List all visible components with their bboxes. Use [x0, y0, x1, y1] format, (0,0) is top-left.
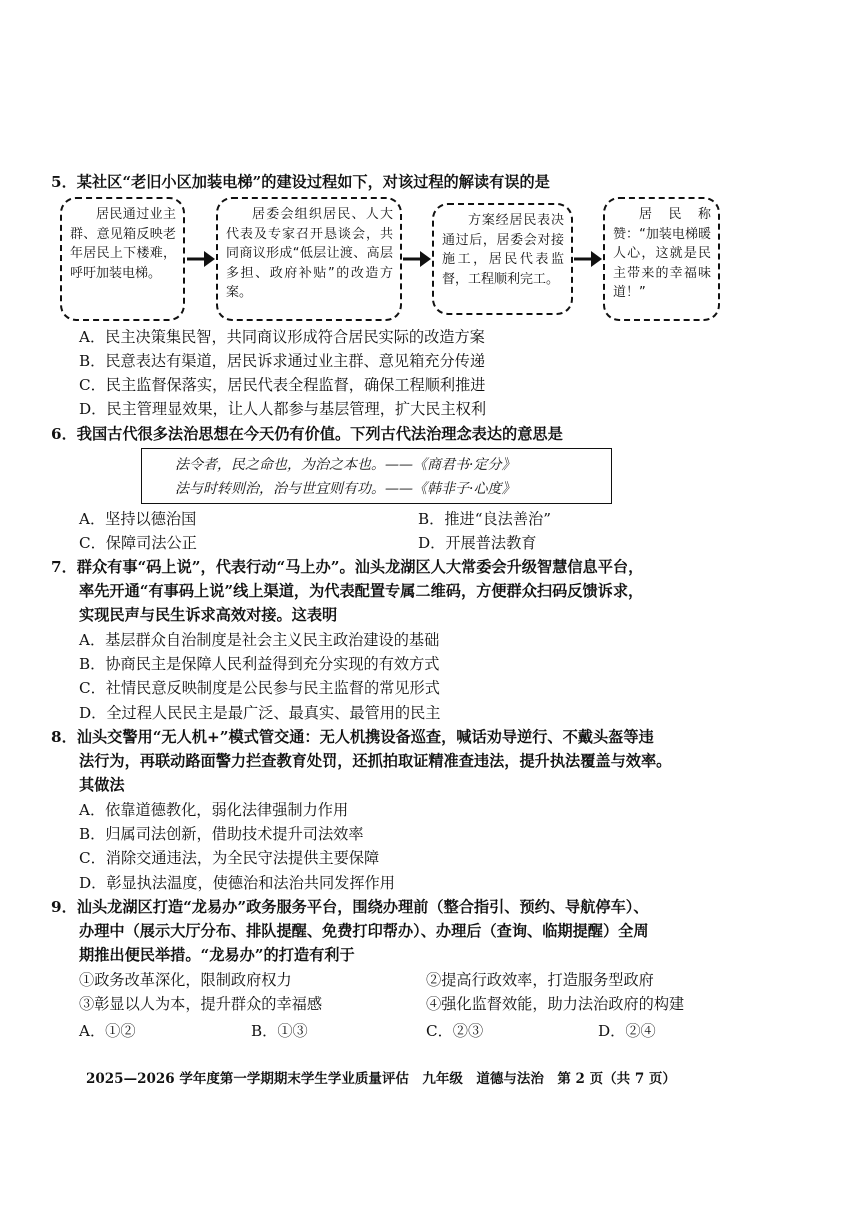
q9-statement-3: ③彰显以人为本，提升群众的幸福感 [79, 995, 322, 1013]
q7-option-a: A．基层群众自治制度是社会主义民主政治建设的基础 [79, 631, 440, 649]
q5-option-c: C．民主监督保落实，居民代表全程监督，确保工程顺利推进 [79, 376, 486, 394]
q8-option-c: C．消除交通违法，为全民守法提供主要保障 [79, 849, 380, 867]
flow-step-1 [60, 197, 185, 321]
q9-option-c: C．②③ [426, 1022, 484, 1040]
q7-stem-line-3: 实现民声与民生诉求高效对接。这表明 [79, 606, 338, 624]
flow-step-2 [216, 197, 402, 321]
q6-option-c: C．保障司法公正 [79, 534, 197, 552]
q5-option-a: A．民主决策集民智，共同商议形成符合居民实际的改造方案 [79, 328, 485, 346]
q9-statement-1: ①政务改革深化，限制政府权力 [79, 971, 292, 989]
q8-option-b: B．归属司法创新，借助技术提升司法效率 [79, 825, 364, 843]
quote-line-2: 法与时转则治，治与世宜则有功。——《韩非子·心度》 [175, 481, 516, 497]
q8-option-a: A．依靠道德教化，弱化法律强制力作用 [79, 801, 349, 819]
q9-option-b: B．①③ [251, 1022, 308, 1040]
q9-option-d: D．②④ [598, 1022, 656, 1040]
q7-option-c: C．社情民意反映制度是公民参与民主监督的常见形式 [79, 679, 440, 697]
q9-option-a: A．①② [79, 1022, 136, 1040]
q8-stem-line-2: 法行为，再联动路面警力拦查教育处罚，还抓拍取证精准查违法，提升执法覆盖与效率。 [79, 752, 672, 770]
q5-option-d: D．民主管理显效果，让人人都参与基层管理，扩大民主权利 [79, 400, 487, 418]
q6-option-d: D．开展普法教育 [418, 534, 537, 552]
flow-step-4 [603, 197, 720, 321]
q8-option-d: D．彰显执法温度，使德治和法治共同发挥作用 [79, 874, 395, 892]
arrow-right-icon [573, 249, 603, 269]
flow-step-1-text: 居民通过业主群、意见箱反映老年居民上下楼难，呼吁加装电梯。 [70, 207, 176, 281]
q7-stem-line-2: 率先开通“有事码上说”线上渠道，为代表配置专属二维码，方便群众扫码反馈诉求， [79, 582, 644, 600]
q7-option-d: D．全过程人民民主是最广泛、最真实、最管用的民主 [79, 704, 441, 722]
q6-option-a: A．坚持以德治国 [79, 510, 197, 528]
q6-stem: 6．我国古代很多法治思想在今天仍有价值。下列古代法治理念表达的意思是 [51, 425, 563, 443]
q9-statement-2: ②提高行政效率，打造服务型政府 [426, 971, 654, 989]
q8-stem-line-1: 8．汕头交警用“无人机+”模式管交通：无人机携设备巡查，喊话劝导逆行、不戴头盔等违 [51, 728, 654, 746]
arrow-right-icon [402, 249, 432, 269]
flow-step-2-text: 居委会组织居民、人大代表及专家召开恳谈会，共同商议形成“低层让渡、高层多担、政府补贴”的改造方案。 [226, 207, 393, 300]
q6-option-b: B．推进“良法善治” [418, 510, 552, 528]
quote-line-1: 法令者，民之命也，为治之本也。——《商君书·定分》 [175, 457, 516, 473]
q9-stem-line-2: 办理中（展示大厅分布、排队提醒、免费打印帮办）、办理后（查询、临期提醒）全周 [79, 922, 649, 940]
q9-statement-4: ④强化监督效能，助力法治政府的构建 [426, 995, 685, 1013]
flow-step-3-text: 方案经居民表决通过后，居委会对接施工，居民代表监督，工程顺利完工。 [442, 213, 564, 287]
q5-stem: 5．某社区“老旧小区加装电梯”的建设过程如下，对该过程的解读有误的是 [51, 173, 550, 191]
q9-stem-line-3: 期推出便民举措。“龙易办”的打造有利于 [79, 946, 355, 964]
flow-step-4-text: 居民称赞：“加装电梯暖人心，这就是民主带来的幸福味道！” [613, 207, 711, 300]
q9-stem-line-1: 9．汕头龙湖区打造“龙易办”政务服务平台，围绕办理前（整合指引、预约、导航停车）、 [51, 898, 649, 916]
arrow-right-icon [186, 249, 216, 269]
page-footer: 2025—2026 学年度第一学期期末学生学业质量评估 九年级 道德与法治 第 2 页（共 7 页） [86, 1071, 676, 1087]
q7-stem-line-1: 7．群众有事“码上说”，代表行动“马上办”。汕头龙湖区人大常委会升级智慧信息平台， [51, 558, 644, 576]
q7-option-b: B．协商民主是保障人民利益得到充分实现的有效方式 [79, 655, 440, 673]
flow-step-3 [432, 203, 573, 315]
q5-option-b: B．民意表达有渠道，居民诉求通过业主群、意见箱充分传递 [79, 352, 486, 370]
q8-stem-line-3: 其做法 [79, 776, 125, 794]
